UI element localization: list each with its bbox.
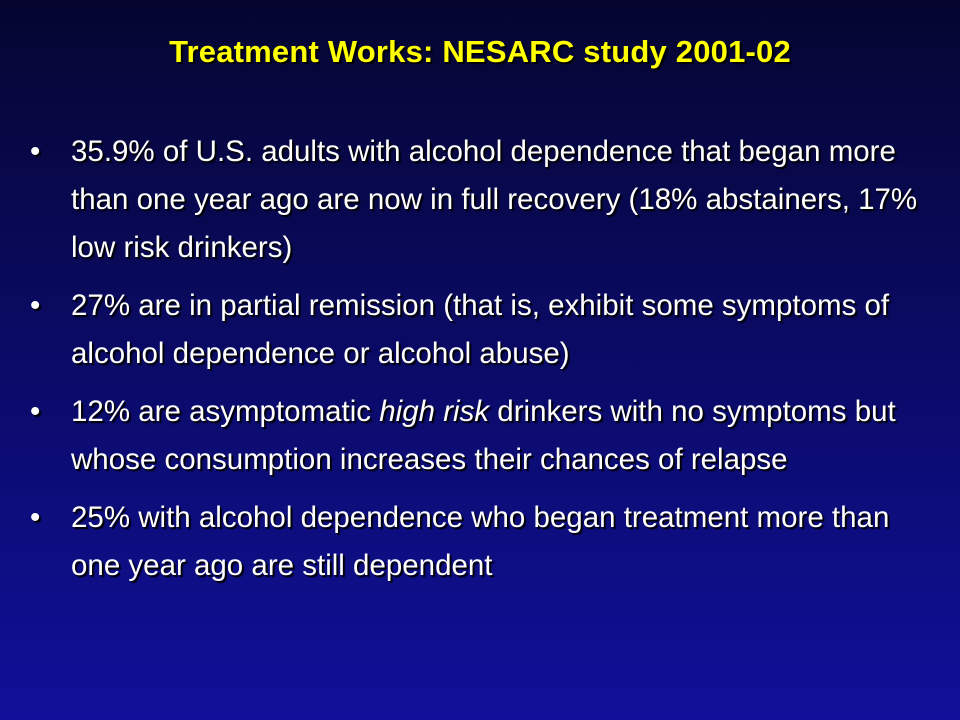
bullet-text-4: 25% with alcohol dependence who began treatment more than one year ago are still dependent (71, 501, 890, 582)
bullet-item-2 (30, 282, 935, 378)
bullet-dot-icon: • (30, 501, 41, 534)
bullet-text-3-before: 12% are asymptomatic (71, 395, 380, 428)
bullet-text-2: 27% are in partial remission (that is, exhibit some symptoms of alcohol dependence or alcohol abuse) (71, 289, 890, 370)
bullet-dot-icon: • (30, 135, 41, 168)
bullet-text-3-after: drinkers with no symptoms but whose consumption increases their chances of relapse (71, 395, 896, 476)
bullet-dot-icon: • (30, 395, 41, 428)
bullet-item-4 (30, 494, 935, 590)
bullet-text-3-emphasis: high risk (379, 395, 490, 428)
bullet-text-1: 35.9% of U.S. adults with alcohol dependence that began more than one year ago are now in full recovery (18% abstainers, 17% low risk drinkers) (71, 135, 918, 264)
bullet-list (30, 128, 935, 600)
slide-title: Treatment Works: NESARC study 2001-02 (169, 34, 791, 69)
bullet-item-1 (30, 128, 935, 272)
bullet-dot-icon: • (30, 289, 41, 322)
bullet-item-3 (30, 388, 935, 484)
